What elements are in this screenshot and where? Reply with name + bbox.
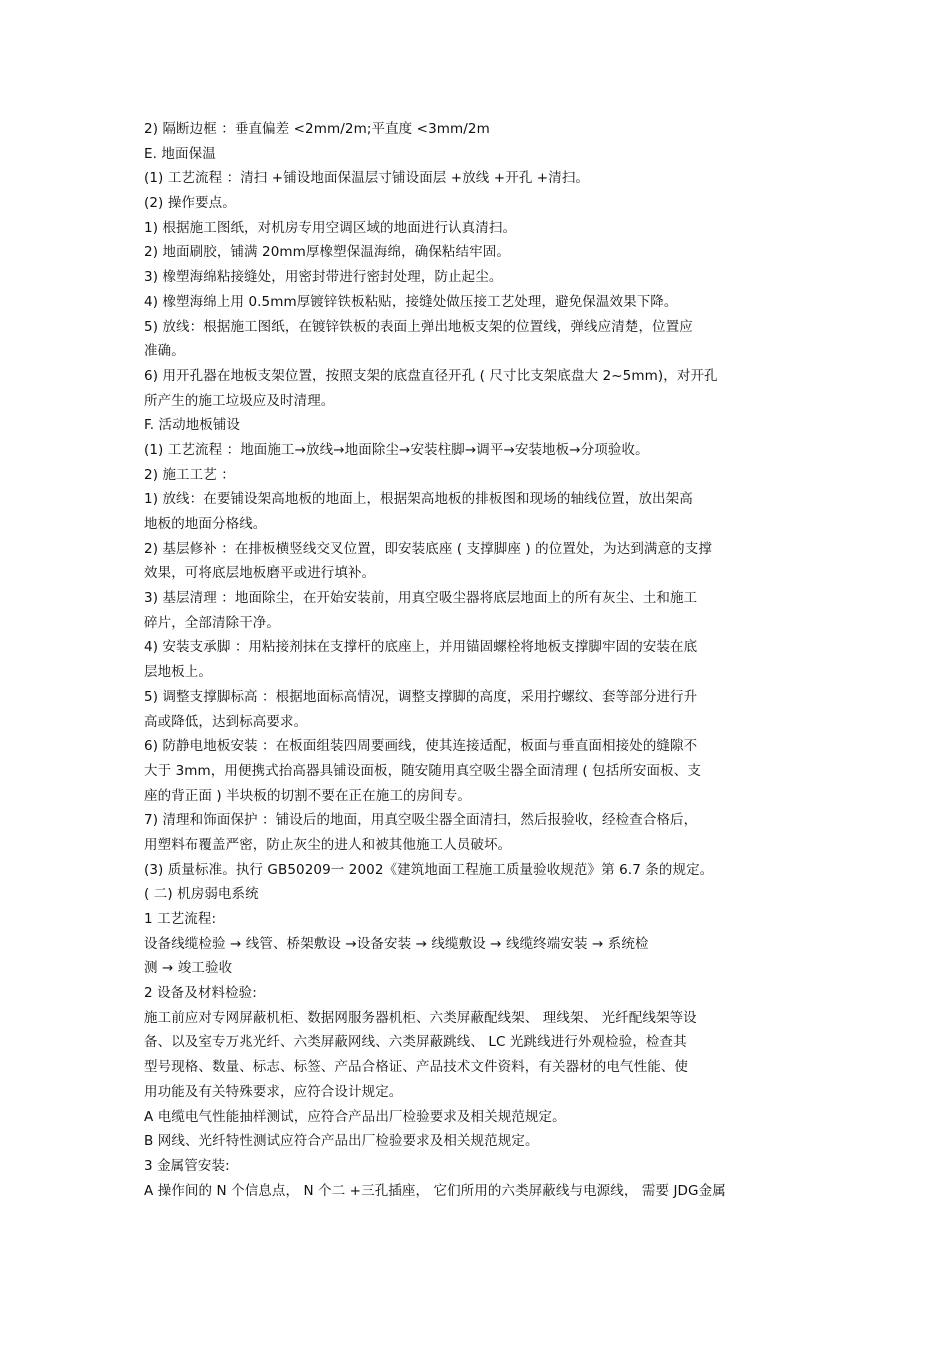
text-line: 5) 放线：根据施工图纸，在镀锌铁板的表面上弹出地板支架的位置线，弹线应清楚，位置应	[144, 318, 693, 335]
text-line: 测 → 竣工验收	[144, 960, 233, 977]
text-line: B 网线、光纤特性测试应符合产品出厂检验要求及相关规范规定。	[144, 1133, 539, 1150]
section-heading: E. 地面保温	[144, 145, 216, 162]
text-line: 准确。	[144, 343, 185, 360]
text-line: 高或降低，达到标高要求。	[144, 713, 308, 730]
text-line: 备、以及室专万兆光纤、六类屏蔽网线、六类屏蔽跳线、 LC 光跳线进行外观检验，检查其	[144, 1034, 687, 1051]
text-line: 型号现格、数量、标志、标签、产品合格证、产品技术文件资料，有关器材的电气性能、使	[144, 1059, 688, 1076]
text-line: 2 设备及材料检验:	[144, 985, 257, 1002]
text-line: (1) 工艺流程 ：清扫 +铺设地面保温层寸铺设面层 +放线 +开孔 +清扫。	[144, 170, 590, 187]
text-line: 3) 基层清理 ：地面除尘，在开始安装前，用真空吸尘器将底层地面上的所有灰尘、土和施工	[144, 590, 698, 607]
text-line: A 操作间的 N 个信息点， N 个二 +三孔插座， 它们所用的六类屏蔽线与电源线， 需要 JDG金属	[144, 1182, 726, 1199]
text-line: 所产生的施工垃圾应及时清理。	[144, 392, 335, 409]
text-line: 2) 施工工艺 ：	[144, 466, 235, 483]
text-line: 1) 放线：在要铺设架高地板的地面上，根据架高地板的排板图和现场的轴线位置，放出架高	[144, 491, 693, 508]
text-line: 碎片，全部清除干净。	[144, 614, 280, 631]
text-line: 施工前应对专网屏蔽机柜、数据网服务器机柜、六类屏蔽配线架、 理线架、 光纤配线架等设	[144, 1009, 697, 1026]
text-line: 1) 根据施工图纸，对机房专用空调区域的地面进行认真清扫。	[144, 219, 517, 236]
section-heading: F. 活动地板铺设	[144, 417, 241, 434]
text-line: 3 金属管安装:	[144, 1157, 230, 1174]
text-line: 2) 隔断边框 ：垂直偏差 <2mm/2m;平直度 <3mm/2m	[144, 121, 490, 137]
text-line: 2) 地面刷胶，铺满 20mm厚橡塑保温海绵，确保粘结牢固。	[144, 244, 510, 261]
text-line: 3) 橡塑海绵粘接缝处，用密封带进行密封处理，防止起尘。	[144, 269, 503, 286]
text-line: 设备线缆检验 → 线管、桥架敷设 →设备安装 → 线缆敷设 → 线缆终端安装 → 系统检	[144, 935, 649, 952]
text-line: 4) 橡塑海绵上用 0.5mm厚镀锌铁板粘贴，接缝处做压接工艺处理，避免保温效果下降。	[144, 293, 678, 310]
text-line: (2) 操作要点。	[144, 195, 236, 212]
document-body	[144, 117, 814, 1203]
text-line: 5) 调整支撑脚标高 ：根据地面标高情况，调整支撑脚的高度，采用拧螺纹、套等部分进行升	[144, 688, 698, 705]
text-line: A 电缆电气性能抽样测试，应符合产品出厂检验要求及相关规范规定。	[144, 1108, 566, 1125]
text-line: 2) 基层修补 ：在排板横竖线交叉位置，即安装底座 ( 支撑脚座 ) 的位置处，为达到满意的支撑	[144, 540, 712, 557]
text-line: 用功能及有关特殊要求，应符合设计规定。	[144, 1083, 403, 1100]
text-line: 1 工艺流程:	[144, 911, 217, 927]
text-line: 7) 清理和饰面保护 ：铺设后的地面，用真空吸尘器全面清扫，然后报验收，经检查合格后，	[144, 812, 698, 829]
text-line: 6) 用开孔器在地板支架位置，按照支架的底盘直径开孔 ( 尺寸比支架底盘大 2~5mm)，对开孔	[144, 367, 718, 384]
text-line: 层地板上。	[144, 664, 212, 681]
text-line: 4) 安装支承脚 ：用粘接剂抹在支撑杆的底座上，并用锚固螺栓将地板支撑脚牢固的安装在底	[144, 639, 698, 656]
text-line: 6) 防静电地板安装 ：在板面组装四周要画线，使其连接适配，板面与垂直面相接处的缝隙不	[144, 738, 698, 755]
text-line: 座的背正面 ) 半块板的切割不要在正在施工的房间专。	[144, 787, 471, 804]
text-line: (1) 工艺流程 ：地面施工→放线→地面除尘→安装柱脚→调平→安装地板→分项验收。	[144, 441, 649, 458]
text-line: 地板的地面分格线。	[144, 516, 267, 532]
text-line: 用塑料布覆盖严密，防止灰尘的进人和被其他施工人员破坏。	[144, 836, 512, 853]
text-line: (3) 质量标准。执行 GB50209一 2002《建筑地面工程施工质量验收规范》第 6.7 条的规定。	[144, 861, 714, 878]
section-heading: ( 二) 机房弱电系统	[144, 886, 259, 903]
text-line: 效果，可将底层地板磨平或进行填补。	[144, 565, 376, 582]
text-line: 大于 3mm，用便携式抬高器具铺设面板，随安随用真空吸尘器全面清理 ( 包括所安面板、支	[144, 762, 701, 779]
